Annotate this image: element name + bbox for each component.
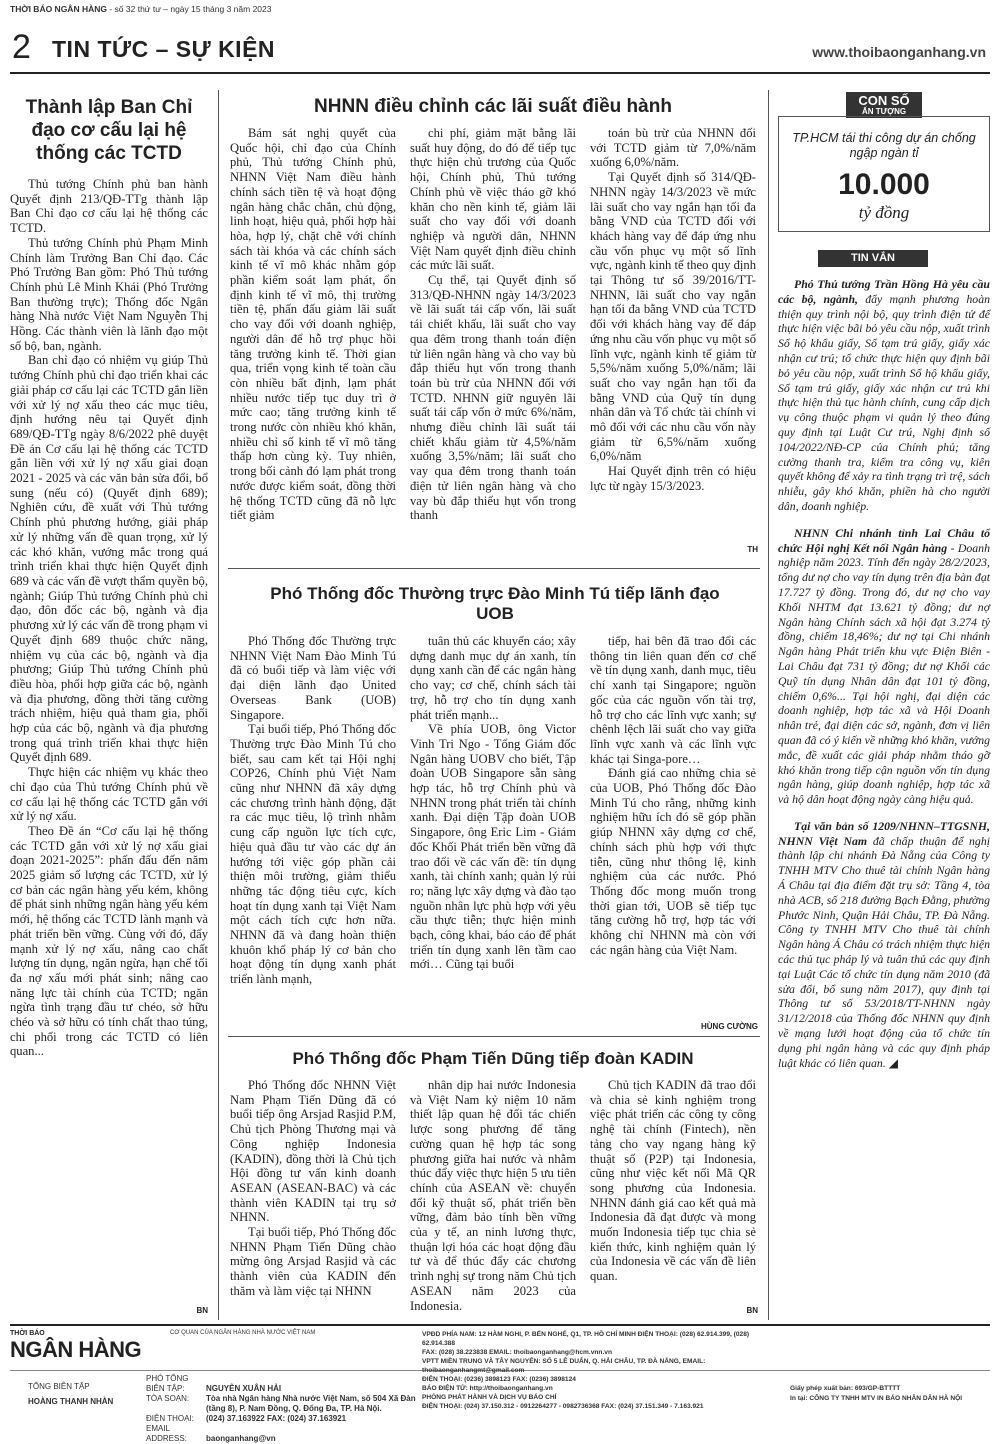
badge-line: ẤN TƯỢNG — [861, 107, 907, 116]
website-link[interactable]: www.thoibaonganhang.vn — [812, 44, 986, 60]
license-block — [790, 1384, 990, 1404]
paragraph: Ban chỉ đạo có nhiệm vụ giúp Thủ tướng Chính phủ chỉ đạo triển khai các giải pháp cơ cấu lại các TCTD gắn liền với xử lý nợ xấu theo các mục tiêu, định hướng nêu tại Quyết định 689/QĐ-TTg ngày 8/6/2022 phê duyệt Đề án Cơ cấu lại hệ thống các TCTD gắn liền với xử lý nợ xấu giai đoạn 2021 - 2025 và các văn bản sửa đổi, bổ sung (nếu có) (Quyết định 689); Nghiên cứu, đề xuất với Thủ tướng Chính phủ phương hướng, giải pháp xử lý những vấn đề quan trọng, xử lý các khó khăn, vướng mắc trong quá trình triển khai thực hiện Quyết định 689 và các vấn đề vượt thẩm quyền bộ, ngành; Giúp Thủ tướng Chính phủ chỉ đạo, đôn đốc các bộ, ngành và địa phương xử lý các vấn đề trong phạm vi Quyết định 689 thuộc chức năng, nhiệm vụ của các bộ, ngành và địa phương; Giúp Thủ tướng Chính phủ điều hòa, phối hợp giữa các bộ, ngành và địa phương, đồng thời tăng cường trách nhiệm, hiệu quả tham gia, phối hợp của các bộ, ngành và địa phương trong quá trình triển khai thực hiện Quyết định 689. — [10, 353, 208, 765]
offices-block — [422, 1330, 762, 1411]
editor-name: HOÀNG THANH NHÀN — [28, 1397, 114, 1406]
issue-line — [10, 4, 272, 14]
paragraph: Hai Quyết định trên có hiệu lực từ ngày 15/3/2023. — [590, 464, 756, 493]
issue-info: - số 32 thứ tư – ngày 15 tháng 3 năm 2023 — [109, 4, 272, 14]
article-body-col2 — [410, 126, 576, 556]
figure-value: 10.000 — [838, 168, 930, 201]
author-signature: TH — [747, 545, 758, 554]
brief-text: đẩy mạnh phương hoàn thiện quy trình nội bộ, quy trình điện tử để thực hiện việc bãi bỏ yêu cầu nộp, xuất trình Sổ hộ khẩu giấy, Sổ tạm trú giấy, giấy xác nhận cư trú; tổ chức thực hiện quy định bãi bỏ yêu cầu nộp, xuất trình Sổ hộ khẩu giấy, Sổ tạm trú giấy, giấy xác nhận cư trú khi thực hiện thủ tục hành chính, cung cấp dịch vụ công thuộc phạm vi quản lý theo đúng quy định tại Luật Cư trú, Nghị định số 104/2022/NĐ-CP của Chính phủ; tăng cường thanh tra, kiểm tra công vụ, kiên quyết không để xảy ra tình trạng trì trệ, sách nhiễu, gây khó khăn, phiền hà cho người dân, doanh nghiệp. — [778, 291, 990, 513]
south-office-contact: FAX: (028) 38.223838 EMAIL: thoibaonganhang@hcm.vnn.vn — [422, 1349, 612, 1356]
badge-line: CON SỐ — [858, 93, 910, 108]
logo-top: THỜI BÁO — [10, 1330, 45, 1337]
article-body-col3 — [590, 1078, 756, 1318]
article-body-col3 — [590, 126, 756, 556]
fax-value: FAX: (024) 37.163921 — [266, 1414, 347, 1423]
article-cocau — [10, 96, 208, 1402]
footer-rule — [10, 1324, 990, 1326]
article-title: NHNN điều chỉnh các lãi suất điều hành — [314, 96, 672, 117]
figure-unit: tỷ đồng — [858, 203, 910, 222]
email-value[interactable]: baonganhang@vn — [206, 1434, 276, 1443]
article-body — [10, 177, 208, 1402]
paragraph: Phó Thống đốc NHNN Việt Nam Phạm Tiến Dũng đã có buổi tiếp ông Arsjad Rasjid P.M, Chủ tịch Phòng Thương mại và Công nghiệp Indonesia (KADIN), đồng thời là Chủ tịch Hội đồng tư vấn kinh doanh ASEAN (ASEAN-BAC) và các thành viên KADIN tại trụ sở NHNN. — [230, 1078, 396, 1225]
figure-badge — [846, 92, 922, 118]
office-label: TÒA SOẠN: — [146, 1394, 190, 1403]
central-office: VPTT MIỀN TRUNG VÀ TÂY NGUYÊN: SỐ 5 LÊ DUẨN, Q. HẢI CHÂU, TP. ĐÀ NẴNG, EMAIL: thoibaonganhangmt@gmail.com — [422, 1358, 706, 1374]
paragraph: Thủ tướng Chính phủ Phạm Minh Chính làm Trưởng Ban Chỉ đạo. Các Phó Trưởng Ban gồm: Phó Thủ tướng Chính phủ Lê Minh Khái (Phó Trưởng Ban thường trực); Thống đốc Ngân hàng Nhà nước Việt Nam Nguyễn Thị Hồng. Các thành viên là lãnh đạo một số bộ, ban, ngành. — [10, 235, 208, 353]
paragraph: toán bù trừ của NHNN đối với TCTD giảm từ 7,0%/năm xuống 6,0%/năm. — [590, 126, 756, 170]
author-signature: BN — [196, 1306, 208, 1315]
paragraph: Tại Quyết định số 314/QĐ-NHNN ngày 14/3/2023 về mức lãi suất cho vay ngắn hạn tối đa bằng VND của TCTD đối với khách hàng vay để đáp ứng nhu cầu vốn phục vụ một số lĩnh vực, ngành kinh tế theo quy định tại Thông tư số 39/2016/TT-NHNN, lãi suất cho vay ngắn hạn tối đa bằng VND của TCTD đối với khách hàng vay để đáp ứng nhu cầu vốn phục vụ một số lĩnh vực, ngành kinh tế giảm từ 5,5%/năm xuống 5,0%/năm; lãi suất cho vay ngắn hạn tối đa bằng VND của Quỹ tín dụng nhân dân và Tổ chức tài chính vi mô đối với các nhu cầu vốn này giảm từ 6,5%/năm xuống 6,0%/năm — [590, 170, 756, 464]
license: Giấy phép xuất bản: 693/GP-BTTTT — [790, 1385, 901, 1392]
paragraph: Chủ tịch KADIN đã trao đổi và chia sẻ kinh nghiệm trong việc phát triển các công ty công nghệ tài chính (Fintech), nền tảng cho vay ngang hàng kỹ thuật số (P2P) tại Indonesia, cũng như việc kết nối Mã QR song phương của Indonesia. NHNN đánh giá cao kết quả mà Indonesia đã đạt được và mong muốn Indonesia tiếp tục chia sẻ kiến thức, kinh nghiệm quản lý của Indonesia về các vấn đề liên quan. — [590, 1078, 756, 1284]
brief-lead: Phó Thủ tướng Trần Hồng Hà yêu cầu các bộ, ngành, — [778, 277, 990, 306]
office-value: Tòa nhà Ngân hàng Nhà nước Việt Nam, số 504 Xã Đàn (tầng 8), P. Nam Đồng, Q. Đống Đa, TP. Hà Nội. — [206, 1394, 416, 1413]
brief-item — [778, 277, 990, 514]
paragraph: Tại buổi tiếp, Phó Thống đốc Thường trực Đào Minh Tú cho biết, sau cam kết tại Hội nghị COP26, Chính phủ Việt Nam cũng như NHNN đã xây dựng các chương trình hành động, đặt ra các mục tiêu, lộ trình nhằm cung cấp nguồn lực tích cực, hiệu quả đầu tư vào các dự án hướng tới việc góp phần cải thiện môi trường, giảm thiểu những tác động tiêu cực, kích hoạt tín dụng xanh tại Việt Nam một cách tích cực hơn nữa. NHNN đã và đang hoàn thiện khuôn khổ pháp lý cơ bản cho hoạt động tín dụng xanh phát triển lành mạnh, — [230, 722, 396, 987]
paragraph: Thủ tướng Chính phủ ban hành Quyết định 213/QĐ-TTg thành lập Ban Chỉ đạo cơ cấu lại hệ thống các TCTD. — [10, 177, 208, 236]
footer-logo — [10, 1330, 160, 1370]
brief-lead: Tại văn bản số 1209/NHNN–TTGSNH, NHNN Việt Nam — [778, 818, 990, 848]
distribution-contact: ĐIỆN THOẠI: (024) 37.150.312 - 0912264277 - 0982736368 FAX: (024) 37.151.349 - 7.163.921 — [422, 1403, 704, 1410]
distribution-dept: PHÒNG PHÁT HÀNH VÀ DỊCH VỤ BÁO CHÍ — [422, 1394, 557, 1401]
article-body-col2 — [410, 634, 576, 1034]
article-body-col1 — [230, 1078, 396, 1318]
section-title: TIN TỨC – SỰ KIỆN — [52, 36, 276, 62]
phone-label: ĐIỆN THOẠI: — [146, 1414, 194, 1423]
editor-block — [28, 1382, 113, 1406]
column-divider — [218, 90, 219, 1320]
article-title: Thành lập Ban Chỉ đạo cơ cấu lại hệ thống các TCTD — [25, 97, 193, 164]
paragraph: Thực hiện các nhiệm vụ khác theo chỉ đạo của Thủ tướng Chính phủ về cơ cấu lại hệ thống các TCTD gắn với xử lý nợ xấu. — [10, 765, 208, 824]
article-body-col3 — [590, 634, 756, 1034]
author-signature: HÙNG CƯỜNG — [700, 1022, 758, 1031]
staff-block — [146, 1374, 416, 1444]
email-label: EMAIL ADDRESS: — [146, 1424, 187, 1443]
brief-text: - Doanh nghiệp năm 2023. Tính đến ngày 28/2/2023, tổng dư nợ cho vay tín dụng trên địa bàn đạt 17.727 tỷ đồng. Trong đó, dư nợ cho vay Khối NHTM đạt 13.621 tỷ đồng; dư nợ Ngân hàng Chính sách xã hội đạt 3.274 tỷ đồng, chiếm 18,46%; dư nợ tại Chi nhánh Ngân hàng Phát triển khu vực Điện Biên - Lai Châu đạt 731 tỷ đồng; dư nợ Khối các Quỹ tín dụng Nhân dân đạt 101 tỷ đồng, chiếm 0,6%... Tại hội nghị, đại diện các doanh nghiệp, hợp tác xã và Hội Doanh nhân trẻ, đại diện các sở, ngành, đơn vị liên quan đã có ý kiến về những khó khăn, vướng mắc, đề xuất các giải pháp nhằm tháo gỡ khó khăn trong tiếp cận nguồn vốn tín dụng ngân hàng, giúp doanh nghiệp, hợp tác xã và hộ dân hoạt động ngày càng hiệu quả. — [778, 540, 990, 807]
logo-sub: CƠ QUAN CỦA NGÂN HÀNG NHÀ NƯỚC VIỆT NAM — [170, 1330, 316, 1336]
logo-main: NGÂN HÀNG — [10, 1337, 142, 1362]
phone-value: (024) 37.163922 — [206, 1414, 265, 1423]
article-divider — [228, 1036, 760, 1037]
editor-label: TỔNG BIÊN TẬP — [28, 1382, 90, 1391]
article-body-col2 — [410, 1078, 576, 1318]
header-rule — [10, 72, 990, 74]
deputy-label: PHÓ TỔNG BIÊN TẬP: — [146, 1374, 189, 1393]
brief-lead: NHNN Chi nhánh tỉnh Lai Châu tổ chức Hội nghị Kết nối Ngân hàng — [778, 525, 990, 555]
article-body-col1 — [230, 634, 396, 1034]
printer: In tại: CÔNG TY TNHH MTV IN BÁO NHÂN DÂN HÀ NỘI — [790, 1395, 963, 1402]
paragraph: chi phí, giảm mặt bằng lãi suất huy động, do đó để tiếp tục thực hiện chủ trương của Quốc hội, Chính phủ, Thủ tướng Chính phủ về việc tháo gỡ khó khăn cho nền kinh tế, giảm lãi suất cho vay đối với doanh nghiệp và người dân, NHNN Việt Nam quyết định điều chỉnh các mức lãi suất. — [410, 126, 576, 273]
news-heading: TIN VẮN — [818, 250, 928, 267]
briefs — [778, 277, 990, 1070]
article-body-col1 — [230, 126, 396, 556]
article-title: Phó Thống đốc Thường trực Đào Minh Tú tiếp lãnh đạo UOB — [270, 584, 720, 623]
page-number: 2 — [12, 28, 31, 66]
sidebar — [778, 92, 990, 1082]
paragraph: Cụ thể, tại Quyết định số 313/QĐ-NHNN ngày 14/3/2023 về lãi suất tái cấp vốn, lãi suất tái chiết khấu, lãi suất cho vay qua đêm trong thanh toán điện tử liên ngân hàng và cho vay bù đắp thiếu hụt vốn trong thanh toán bù trừ của NHNN đối với TCTD. NHNN giữ nguyên lãi suất tái cấp vốn ở mức 6%/năm, nhưng điều chỉnh lãi suất tái chiết khấu giảm từ 4,5%/năm xuống 3,5%/năm; lãi suất cho vay qua đêm trong thanh toán điện tử liên ngân hàng và cho vay bù đắp thiếu hụt vốn trong thanh — [410, 273, 576, 523]
article-title: Phó Thống đốc Phạm Tiến Dũng tiếp đoàn KADIN — [292, 1049, 694, 1068]
paper-name: THỜI BÁO NGÂN HÀNG — [10, 4, 107, 14]
paragraph: Đánh giá cao những chia sẻ của UOB, Phó Thống đốc Đào Minh Tú cho rằng, những kinh nghiệm hữu ích đó sẽ góp phần giúp NHNN xây dựng cơ chế, chính sách phù hợp với thực tiễn, cũng như thông lệ, kinh nghiệm của các nước. Phó Thống đốc mong muốn trong thời gian tới, UOB sẽ tiếp tục tăng cường hỗ trợ, hợp tác với không chỉ NHNN mà còn với các ngân hàng của Việt Nam. — [590, 766, 756, 957]
paragraph: nhân dịp hai nước Indonesia và Việt Nam kỷ niệm 10 năm thiết lập quan hệ đối tác chiến lược song phương để tăng cường quan hệ hợp tác song phương giữa hai nước và nhằm thúc đẩy việc thực hiện 5 ưu tiên chính của ASEAN về: chuyển đổi kỹ thuật số, phát triển bền vững, đảm bảo tính bền vững của y tế, an ninh lương thực, thuận lợi hóa các hoạt động đầu tư và để thúc đẩy các chương trình nghị sự trong năm Chủ tịch ASEAN năm 2023 của Indonesia. — [410, 1078, 576, 1313]
paragraph: tuân thủ các khuyến cáo; xây dựng danh mục dự án xanh, tín dụng xanh cần để các ngân hàng cho vay; cơ chế, chính sách tài trợ, hỗ trợ cho tín dụng xanh phát triển mạnh... — [410, 634, 576, 722]
author-signature: BN — [746, 1306, 758, 1315]
figure-box — [778, 116, 990, 232]
online-edition[interactable]: BÁO ĐIỆN TỬ: http://thoibaonganhang.vn — [422, 1385, 553, 1392]
paragraph: Tại buổi tiếp, Phó Thống đốc NHNN Phạm Tiến Dũng chào mừng ông Arsjad Rasjid và các thành viên của KADIN đến thăm và làm việc tại NHNN — [230, 1225, 396, 1298]
paragraph: Phó Thống đốc Thường trực NHNN Việt Nam Đào Minh Tú đã có buổi tiếp và làm việc với đại diện lãnh đạo United Overseas Bank (UOB) Singapore. — [230, 634, 396, 722]
column-divider — [768, 90, 769, 1320]
paragraph: Theo Đề án “Cơ cấu lại hệ thống các TCTD gắn với xử lý nợ xấu giai đoạn 2021-2025”: phấn đấu đến năm 2025 giảm số lượng các TCTD, xử lý cơ bản các ngân hàng yếu kém, không để phát sinh những ngân hàng yếu kém mới, hệ thống các TCTD lành mạnh và phát triển bền vững. Cùng với đó, đẩy mạnh xử lý nợ xấu, nâng cao chất lượng tín dụng, ngăn ngừa, hạn chế tối đa nợ xấu mới phát sinh; nâng cao năng lực tài chính của TCTD; ngăn ngừa tình trạng đầu tư chéo, sở hữu chéo và sở hữu có tính chất thao túng, chi phối trong các TCTD có liên quan... — [10, 823, 208, 1059]
paragraph: Bám sát nghị quyết của Quốc hội, chỉ đạo của Chính phủ, Thủ tướng Chính phủ, NHNN Việt Nam điều hành chính sách tiền tệ và hoạt động ngân hàng chắc chắn, chủ động, linh hoạt, hiệu quả, phối hợp hài hòa, hợp lý, chặt chẽ với chính sách tài khóa và các chính sách kinh tế vĩ mô khác nhằm góp phần kiểm soát lạm phát, ổn định kinh tế vĩ mô, thị trường tiền tệ, phấn đấu giảm lãi suất cho vay đối với doanh nghiệp, người dân để hỗ trợ phục hồi tăng trưởng kinh tế. Thời gian qua, triển vọng kinh tế toàn cầu còn nhiều bất định, lạm phát nhiều nước tiếp tục duy trì ở mức cao; tăng trưởng kinh tế trong nước còn nhiều khó khăn, nhiều chỉ số kinh tế vĩ mô tăng thấp hơn cùng kỳ. Tuy nhiên, trong bối cảnh đó lạm phát trong nước được kiểm soát, đồng thời hệ thống TCTD cũng đã nỗ lực tiết giảm — [230, 126, 396, 523]
paragraph: tiếp, hai bên đã trao đổi các thông tin liên quan đến cơ chế về tín dụng xanh, danh mục, tiêu chí xanh tại Singapore; nguồn gốc của các nguồn vốn tài trợ, hỗ trợ cho các lĩnh vực xanh; sự chênh lệch lãi suất cho vay giữa lĩnh vực xanh và các lĩnh vực khác tại Singa-pore… — [590, 634, 756, 766]
south-office: VPĐD PHÍA NAM: 12 HÀM NGHI, P. BẾN NGHÉ, Q1, TP. HỒ CHÍ MINH ĐIỆN THOẠI: (028) 62.914.399, (028) 62.914.388 — [422, 1331, 750, 1347]
central-office-contact: ĐIỆN THOẠI: (0236) 3898123 FAX: (0236) 3898124 — [422, 1376, 576, 1383]
deputy-name: NGUYỄN XUÂN HẢI — [206, 1384, 282, 1393]
paragraph: Về phía UOB, ông Victor Vinh Tri Ngo - Tổng Giám đốc Ngân hàng UOBV cho biết, Tập đoàn UOB Singapore sẵn sàng hợp tác, hỗ trợ Chính phủ và NHNN trong phát triển tài chính xanh. Đại diện Tập đoàn UOB Singapore, ông Eric Lim - Giám đốc Khối Phát triển bền vững đã trao đổi về các vấn đề: tín dụng xanh, tài chính xanh; quản lý rủi ro; năng lực xây dựng và đào tạo nguồn nhân lực phù hợp với yêu cầu thực tiễn; thực hiện minh bạch, công khai, báo cáo để phát triển tín dụng xanh lên tầm cao mới… Cũng tại buổi — [410, 722, 576, 972]
brief-item: Tại văn bản số 1209/NHNN–TTGSNH, NHNN Việt Nam đã chấp thuận để nghị thành lập chi nhánh Đà Nẵng của Công ty TNHH MTV Cho thuê tài chính Ngân hàng Á Châu tại địa điểm đặt trụ sở: Tầng 4, tòa nhà ACB, số 218 đường Bạch Đằng, phường Phước Ninh, Quận Hải Châu, TP. Đà Nẵng. Công ty TNHH MTV Cho thuê tài chính Ngân hàng Á Châu có trách nhiệm thực hiện các thủ tục pháp lý và tuân thủ các quy định tại Luật Các tổ chức tín dụng năm 2010 (đã sửa đổi, bổ sung năm 2017), quy định tại Thông tư số 53/2018/TT-NHNN ngày 31/12/2018 của Thống đốc NHNN quy định về mạng lưới hoạt động của tổ chức tín dụng phi ngân hàng và các quy định pháp luật khác có liên quan. ◢ — [778, 818, 990, 1070]
brief-item — [778, 526, 990, 807]
figure-caption: TP.HCM tái thi công dự án chống ngập ngàn tỉ — [792, 131, 976, 160]
brief-text: đã chấp thuận để nghị thành lập chi nhánh Đà Nẵng của Công ty TNHH MTV Cho thuê tài chính Ngân hàng Á Châu tại địa điểm đặt trụ sở: Tầng 4, tòa nhà ACB, số 218 đường Bạch Đằng, phường Phước Ninh, Quận Hải Châu, TP. Đà Nẵng. Công ty TNHH MTV Cho thuê tài chính Ngân hàng Á Châu có trách nhiệm thực hiện các thủ tục pháp lý và tuân thủ các quy định tại Luật Các tổ chức tín dụng năm 2010 (đã sửa đổi, bổ sung năm 2017), quy định tại Thông tư số 53/2018/TT-NHNN ngày 31/12/2018 của Thống đốc NHNN quy định về mạng lưới hoạt động của tổ chức tín dụng phi ngân hàng và các quy định pháp luật khác có liên quan. — [778, 833, 990, 1070]
article-divider — [228, 568, 760, 569]
